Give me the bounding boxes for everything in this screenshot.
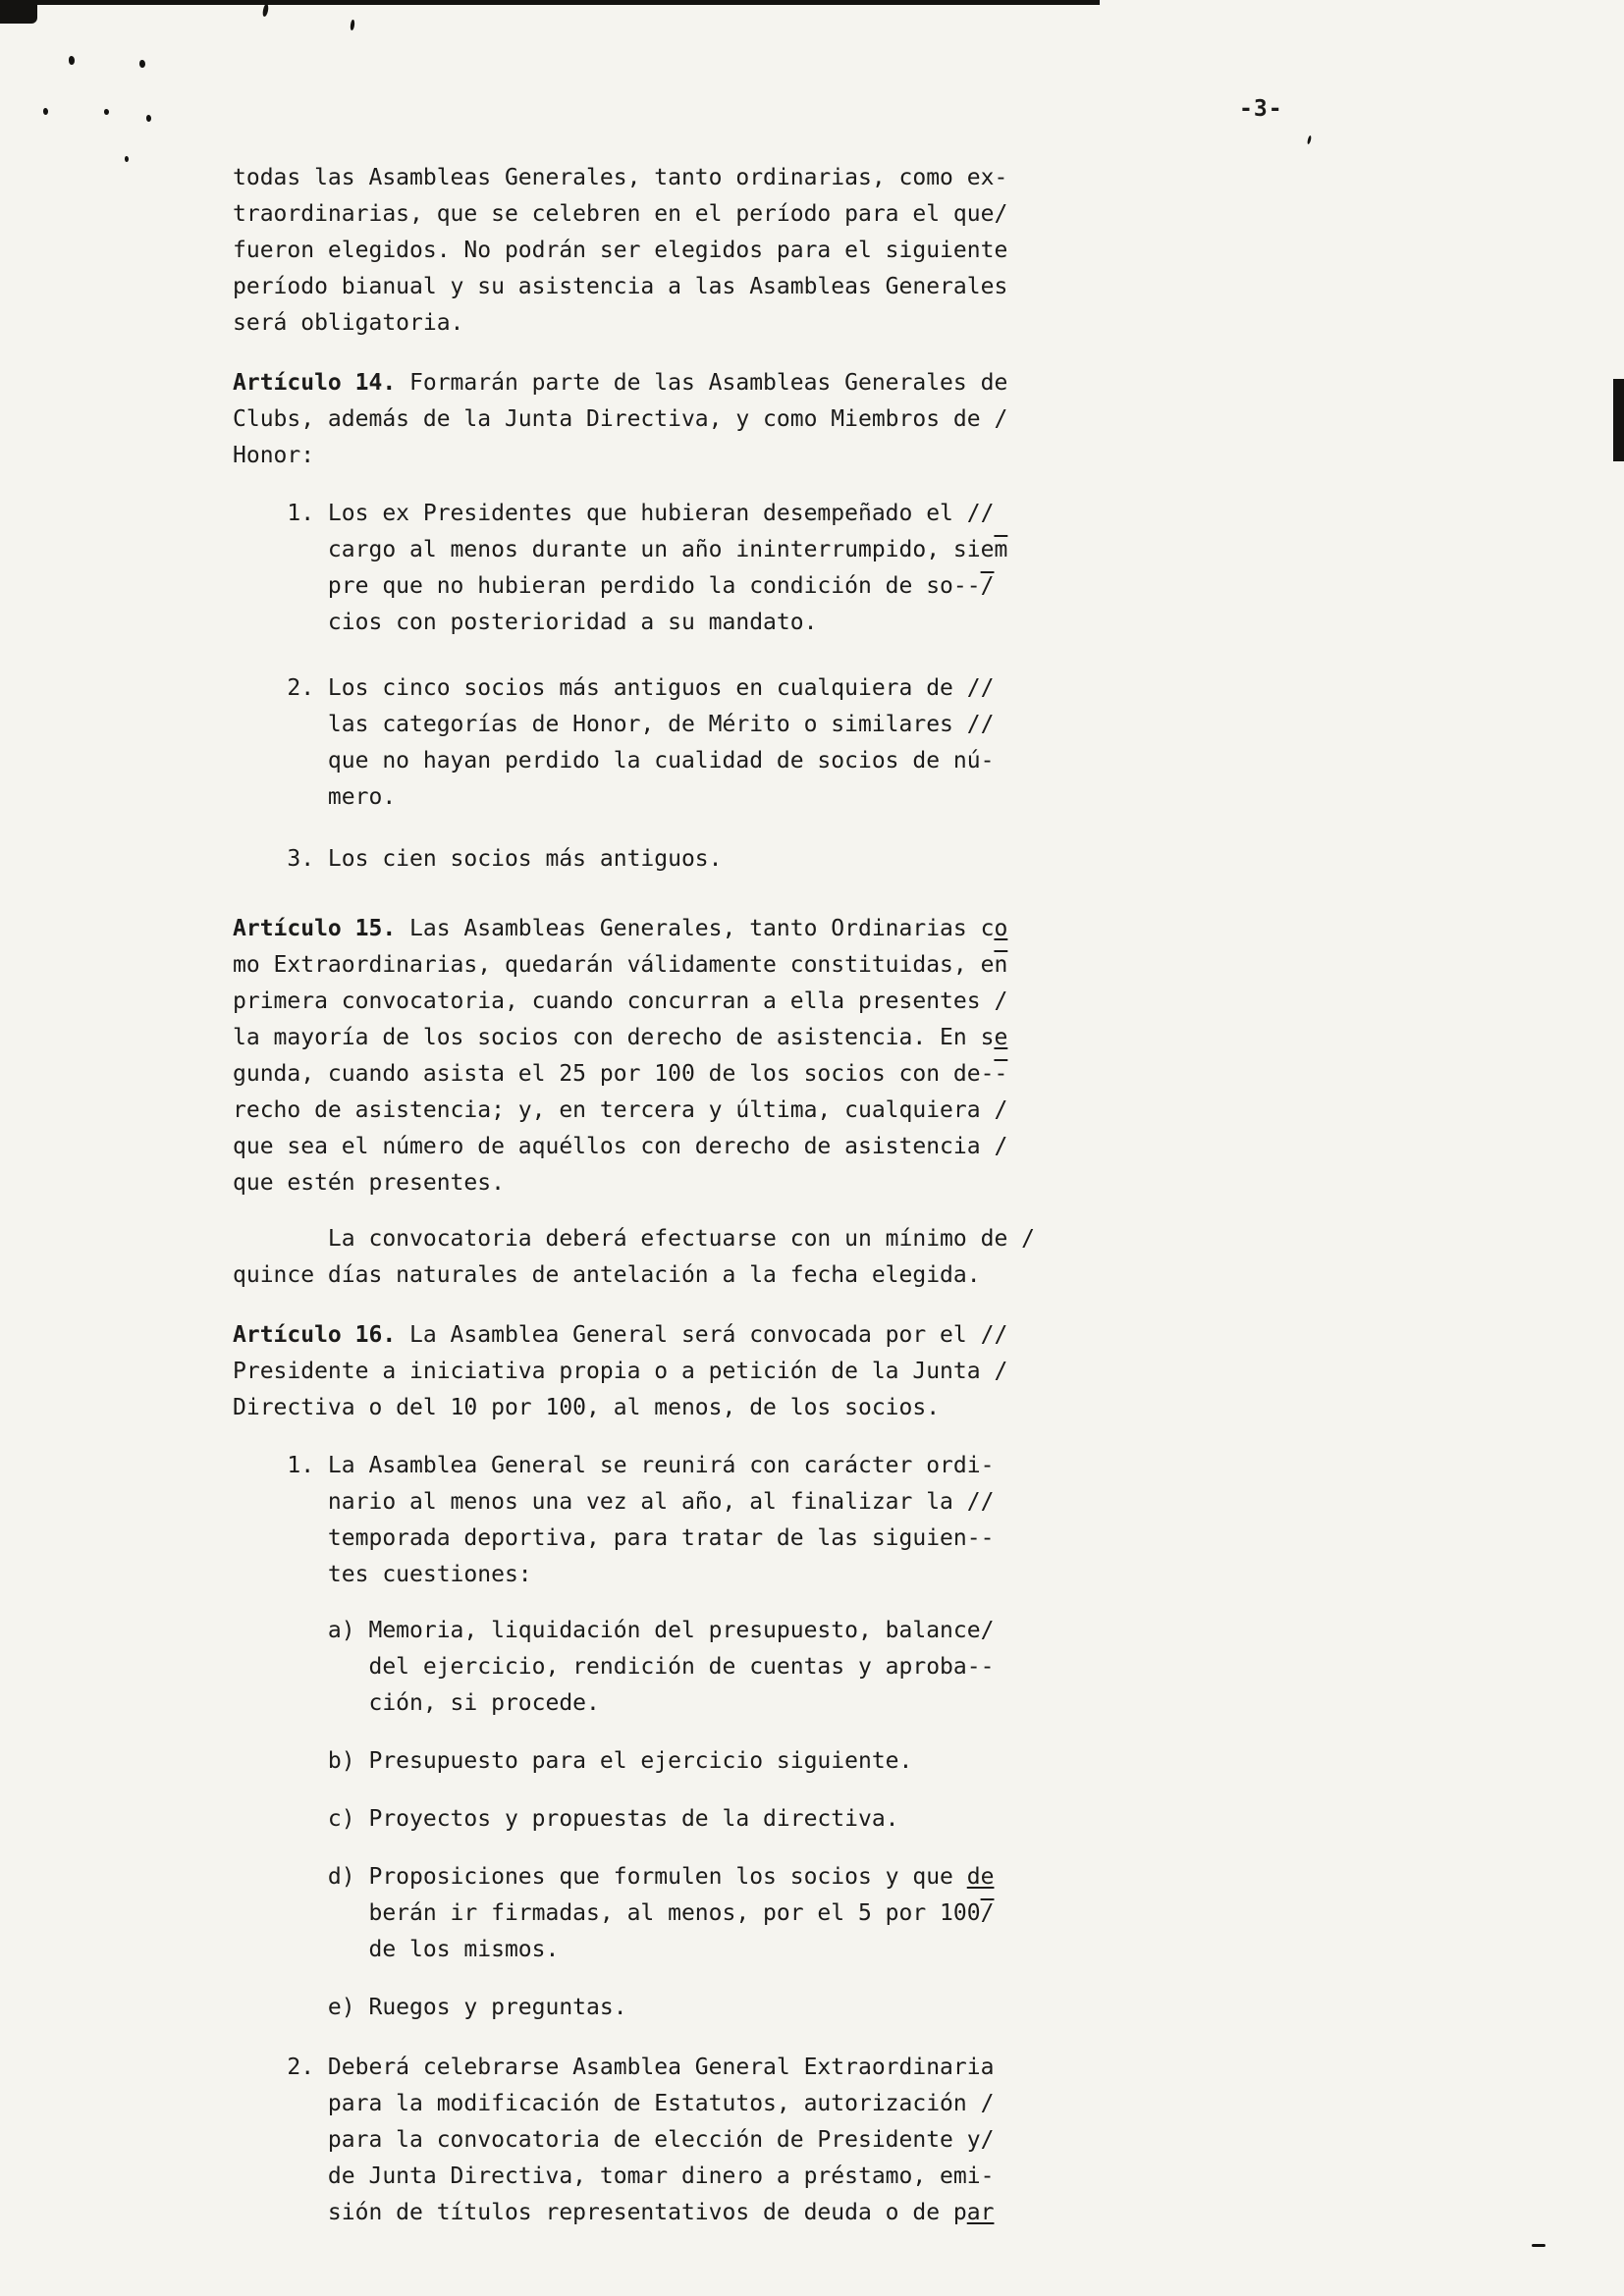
- text-line: [233, 1685, 1565, 1722]
- articulo-16-item-1-a: [233, 1613, 1565, 1722]
- articulo-14-item-1: [233, 496, 1565, 641]
- scan-artifact-speck: [104, 109, 109, 115]
- text-segment: d) Proposiciones que formulen los socios y que: [233, 1864, 967, 1890]
- articulo-16-item-1: [233, 1448, 1565, 1593]
- text-segment: Formarán parte de las Asambleas Generales de: [396, 370, 1008, 396]
- text-segment: traordinarias, que se celebren en el período para el que/: [233, 201, 1008, 227]
- text-segment: La Asamblea General será convocada por el //: [396, 1322, 1008, 1348]
- text-segment: que estén presentes.: [233, 1170, 505, 1196]
- scan-artifact-speck: [262, 4, 270, 18]
- text-segment: cios con posterioridad a su mandato.: [233, 610, 818, 635]
- text-segment: a) Memoria, liquidación del presupuesto, balance/: [233, 1618, 995, 1643]
- text-segment: Las Asambleas Generales, tanto Ordinarias c: [396, 916, 995, 941]
- text-line: [233, 532, 1565, 568]
- text-line: [233, 2050, 1565, 2086]
- text-segment: ar: [966, 2200, 995, 2225]
- intro-paragraph: [233, 160, 1565, 342]
- text-segment: mero.: [233, 784, 397, 810]
- text-segment: recho de asistencia; y, en tercera y última, cualquiera /: [233, 1097, 1008, 1123]
- articulo-16-item-1-b: [233, 1743, 1565, 1780]
- text-line: [233, 707, 1565, 743]
- articulo-14-paragraph: [233, 365, 1565, 474]
- text-segment: sión de títulos representativos de deuda o de p: [233, 2200, 967, 2225]
- text-line: [233, 269, 1565, 305]
- text-segment: para la modificación de Estatutos, autorización /: [233, 2091, 995, 2116]
- text-line: [233, 1484, 1565, 1521]
- text-segment: c) Proyectos y propuestas de la directiva.: [233, 1806, 899, 1832]
- document-text: [233, 160, 1565, 2231]
- text-segment: /: [980, 573, 995, 599]
- text-line: [233, 605, 1565, 641]
- text-segment: pre que no hubieran perdido la condición de so--: [233, 573, 981, 599]
- articulo-15-paragraph: [233, 911, 1565, 1201]
- text-segment: mo Extraordinarias, quedarán válidamente constituidas, e: [233, 952, 995, 978]
- text-segment: Artículo 16.: [233, 1322, 397, 1348]
- text-segment: de los mismos.: [233, 1937, 560, 1962]
- scan-artifact-speck: [146, 115, 151, 122]
- text-segment: las categorías de Honor, de Mérito o similares //: [233, 712, 995, 737]
- scan-artifact-speck: [125, 156, 129, 162]
- text-segment: la mayoría de los socios con derecho de asistencia. En s: [233, 1025, 995, 1050]
- text-line: [233, 1859, 1565, 1896]
- text-line: [233, 1743, 1565, 1780]
- text-segment: -: [994, 1061, 1008, 1087]
- text-line: [233, 2122, 1565, 2159]
- text-line: [233, 1448, 1565, 1484]
- text-segment: nario al menos una vez al año, al finalizar la //: [233, 1489, 995, 1515]
- text-segment: La convocatoria deberá efectuarse con un mínimo de /: [233, 1226, 1035, 1252]
- text-line: [233, 568, 1565, 605]
- text-line: [233, 160, 1565, 196]
- text-line: [233, 1317, 1565, 1354]
- text-segment: de: [966, 1864, 995, 1890]
- text-line: [233, 1521, 1565, 1557]
- text-segment: primera convocatoria, cuando concurran a ella presentes /: [233, 988, 1008, 1014]
- text-line: [233, 438, 1565, 474]
- text-segment: Directiva o del 10 por 100, al menos, de los socios.: [233, 1395, 941, 1420]
- text-segment: Honor:: [233, 443, 315, 468]
- articulo-14-item-3: [233, 841, 1565, 878]
- text-segment: temporada deportiva, para tratar de las siguien--: [233, 1525, 995, 1551]
- text-segment: gunda, cuando asista el 25 por 100 de los socios con de-: [233, 1061, 995, 1087]
- text-line: [233, 1354, 1565, 1390]
- scan-artifact-edge-bar: [1613, 379, 1624, 461]
- text-line: [233, 911, 1565, 947]
- text-segment: de Junta Directiva, tomar dinero a préstamo, emi-: [233, 2163, 995, 2189]
- text-line: [233, 1613, 1565, 1649]
- text-line: [233, 1990, 1565, 2026]
- scan-artifact-speck: [43, 108, 48, 115]
- text-segment: Presidente a iniciativa propia o a petición de la Junta /: [233, 1359, 1008, 1384]
- text-line: [233, 1020, 1565, 1056]
- text-segment: $\overline{n}$: [994, 952, 1008, 978]
- text-segment: o: [994, 916, 1008, 941]
- text-line: [233, 1649, 1565, 1685]
- text-line: [233, 233, 1565, 269]
- scan-artifact-top-bar: [0, 0, 1100, 5]
- text-line: [233, 365, 1565, 401]
- articulo-16-item-1-e: [233, 1990, 1565, 2026]
- text-line: [233, 1557, 1565, 1593]
- text-segment: Artículo 14.: [233, 370, 397, 396]
- text-line: [233, 2195, 1565, 2231]
- text-segment: $\overline{m}$: [994, 537, 1008, 562]
- text-line: [233, 841, 1565, 878]
- text-segment: fueron elegidos. No podrán ser elegidos para el siguiente: [233, 238, 1008, 263]
- text-line: [233, 1093, 1565, 1129]
- text-line: [233, 1390, 1565, 1426]
- text-segment: b) Presupuesto para el ejercicio siguiente.: [233, 1748, 913, 1774]
- text-segment: e: [994, 1025, 1008, 1050]
- text-segment: del ejercicio, rendición de cuentas y aproba--: [233, 1654, 995, 1680]
- text-segment: todas las Asambleas Generales, tanto ordinarias, como ex-: [233, 165, 1008, 190]
- text-line: [233, 1896, 1565, 1932]
- text-segment: 1. La Asamblea General se reunirá con carácter ordi-: [233, 1453, 995, 1478]
- text-segment: 3. Los cien socios más antiguos.: [233, 846, 723, 872]
- articulo-16-item-1-c: [233, 1801, 1565, 1838]
- articulo-16-paragraph: [233, 1317, 1565, 1426]
- text-segment: ción, si procede.: [233, 1690, 600, 1716]
- text-segment: /: [980, 1900, 995, 1926]
- text-line: [233, 1932, 1565, 1968]
- text-segment: Artículo 15.: [233, 916, 397, 941]
- text-segment: cargo al menos durante un año ininterrumpido, sie: [233, 537, 995, 562]
- text-segment: tes cuestiones:: [233, 1562, 532, 1587]
- text-line: [233, 743, 1565, 779]
- articulo-14-item-2: [233, 670, 1565, 816]
- articulo-16-item-2: [233, 2050, 1565, 2231]
- scan-artifact-speck: [1307, 135, 1312, 144]
- articulo-16-item-1-d: [233, 1859, 1565, 1968]
- text-segment: e) Ruegos y preguntas.: [233, 1995, 627, 2020]
- text-line: [233, 2159, 1565, 2195]
- text-line: [233, 496, 1565, 532]
- text-line: [233, 1801, 1565, 1838]
- text-line: [233, 984, 1565, 1020]
- text-segment: que sea el número de aquéllos con derecho de asistencia /: [233, 1134, 1008, 1159]
- text-line: [233, 2086, 1565, 2122]
- text-segment: 2. Deberá celebrarse Asamblea General Extraordinaria: [233, 2055, 995, 2080]
- text-line: [233, 305, 1565, 342]
- scan-artifact-speck: [69, 56, 75, 65]
- text-line: [233, 196, 1565, 233]
- text-line: [233, 1129, 1565, 1165]
- text-segment: para la convocatoria de elección de Presidente y/: [233, 2127, 995, 2153]
- page-number: -3-: [1239, 96, 1283, 122]
- text-segment: período bianual y su asistencia a las Asambleas Generales: [233, 274, 1008, 299]
- text-line: [233, 670, 1565, 707]
- text-line: [233, 947, 1565, 984]
- scan-artifact-dash: [1532, 2244, 1545, 2247]
- text-segment: quince días naturales de antelación a la fecha elegida.: [233, 1262, 981, 1288]
- text-line: [233, 1165, 1565, 1201]
- text-line: [233, 1257, 1565, 1294]
- text-segment: 2. Los cinco socios más antiguos en cualquiera de //: [233, 675, 995, 701]
- text-segment: berán ir firmadas, al menos, por el 5 por 100: [233, 1900, 981, 1926]
- text-line: [233, 779, 1565, 816]
- scan-artifact-speck: [350, 20, 354, 30]
- scan-artifact-speck: [139, 60, 145, 68]
- text-line: [233, 1221, 1565, 1257]
- text-segment: será obligatoria.: [233, 310, 464, 336]
- text-line: [233, 401, 1565, 438]
- text-segment: que no hayan perdido la cualidad de socios de nú-: [233, 748, 995, 774]
- text-line: [233, 1056, 1565, 1093]
- text-segment: 1. Los ex Presidentes que hubieran desempeñado el //: [233, 501, 995, 526]
- convocatoria-paragraph: [233, 1221, 1565, 1294]
- text-segment: Clubs, además de la Junta Directiva, y como Miembros de /: [233, 406, 1008, 432]
- scan-artifact-corner-blob: [0, 0, 37, 24]
